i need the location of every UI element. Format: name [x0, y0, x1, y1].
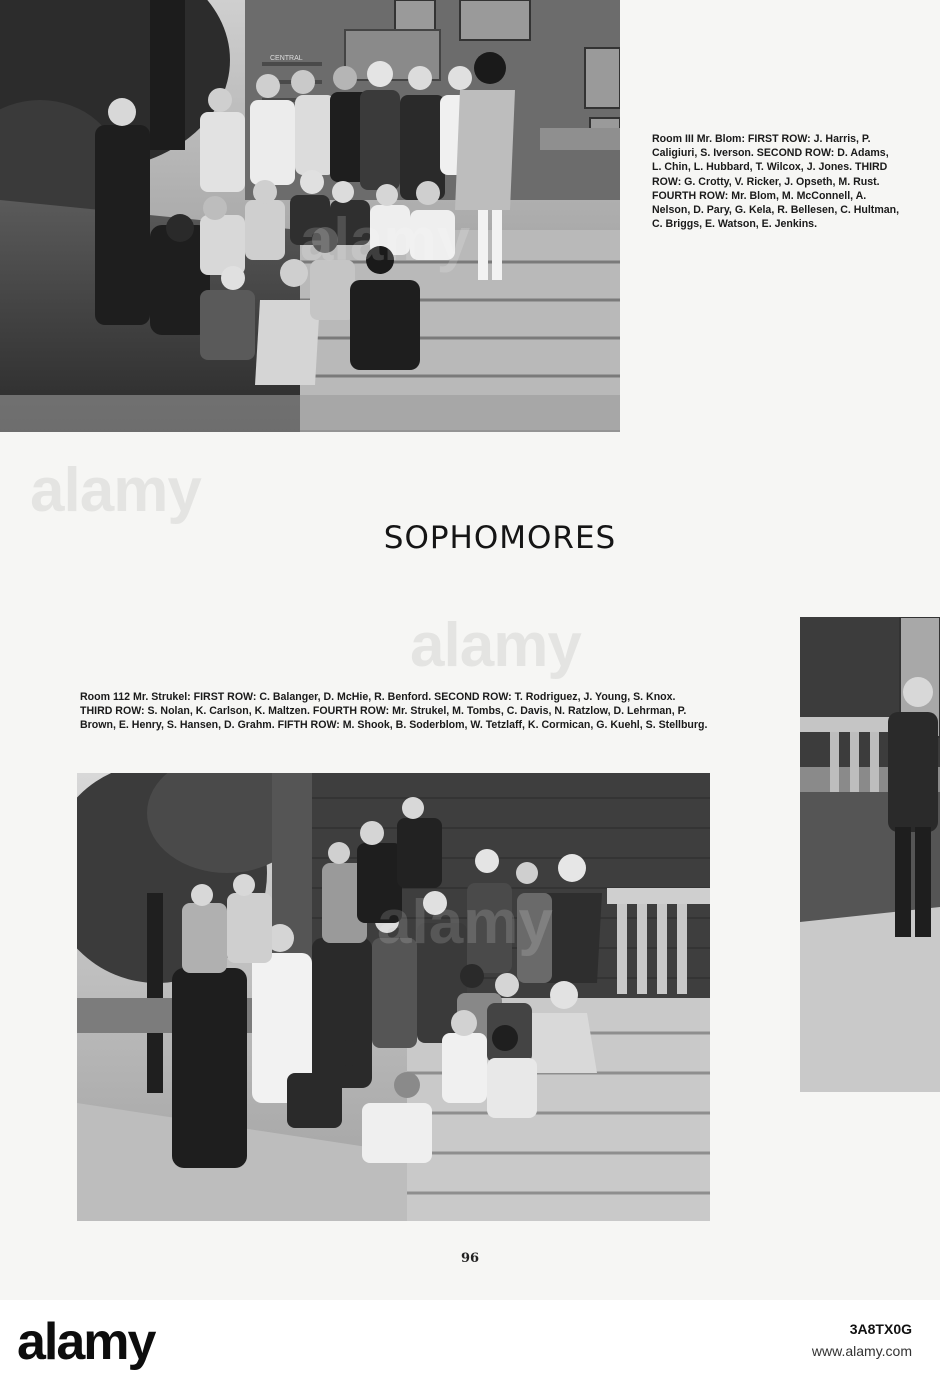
building-sign: CENTRAL [270, 55, 303, 62]
photo-watermark-top: alamy [300, 206, 471, 273]
photo-watermark-main: alamy [377, 888, 553, 957]
footer-logo: alamy [17, 1313, 155, 1371]
class-photo-cropped-right [800, 617, 940, 1092]
class-photo-room-112-image [77, 773, 710, 1221]
caption-room-111: Room III Mr. Blom: FIRST ROW: J. Harris, P. Caligiuri, S. Iverson. SECOND ROW: D. Adams, L. Chin, L. Hubbard, T. Wilcox, J. Jones. THIRD ROW: G. Crotty, V. Ricker, J. Opseth, M. Rust. FOURTH ROW: Mr. Blom, M. McConnell, A. Nelson, D. Pary, G. Kela, R. Bellesen, C. Hultman, C. Briggs, E. Watson, E. Jenkins. [652, 133, 900, 231]
page-watermark-center: alamy [410, 611, 581, 680]
image-id: 3A8TX0G [849, 1321, 912, 1337]
page-watermark-left: alamy [30, 456, 201, 525]
class-photo-room-111 [0, 0, 620, 432]
class-photo-room-111-image [0, 0, 620, 432]
page-number: 96 [460, 1251, 480, 1266]
footer-url[interactable]: www.alamy.com [811, 1343, 912, 1359]
class-photo-cropped-right-image [800, 617, 940, 1092]
section-title: SOPHOMORES [383, 520, 617, 556]
class-photo-room-112 [77, 773, 710, 1221]
caption-room-112: Room 112 Mr. Strukel: FIRST ROW: C. Balanger, D. McHie, R. Benford. SECOND ROW: T. Rodriguez, J. Young, S. Knox. THIRD ROW: S. Nolan, K. Carlson, K. Maltzen. FOURTH ROW: Mr. Strukel, M. Tombs, C. Davis, N. Ratzlow, D. Lehrman, P. Brown, E. Henry, S. Hansen, D. Grahm. FIFTH ROW: M. Shook, B. Soderblom, W. Tetzlaff, K. Cormican, G. Kuehl, S. Stellburg. [80, 691, 708, 732]
